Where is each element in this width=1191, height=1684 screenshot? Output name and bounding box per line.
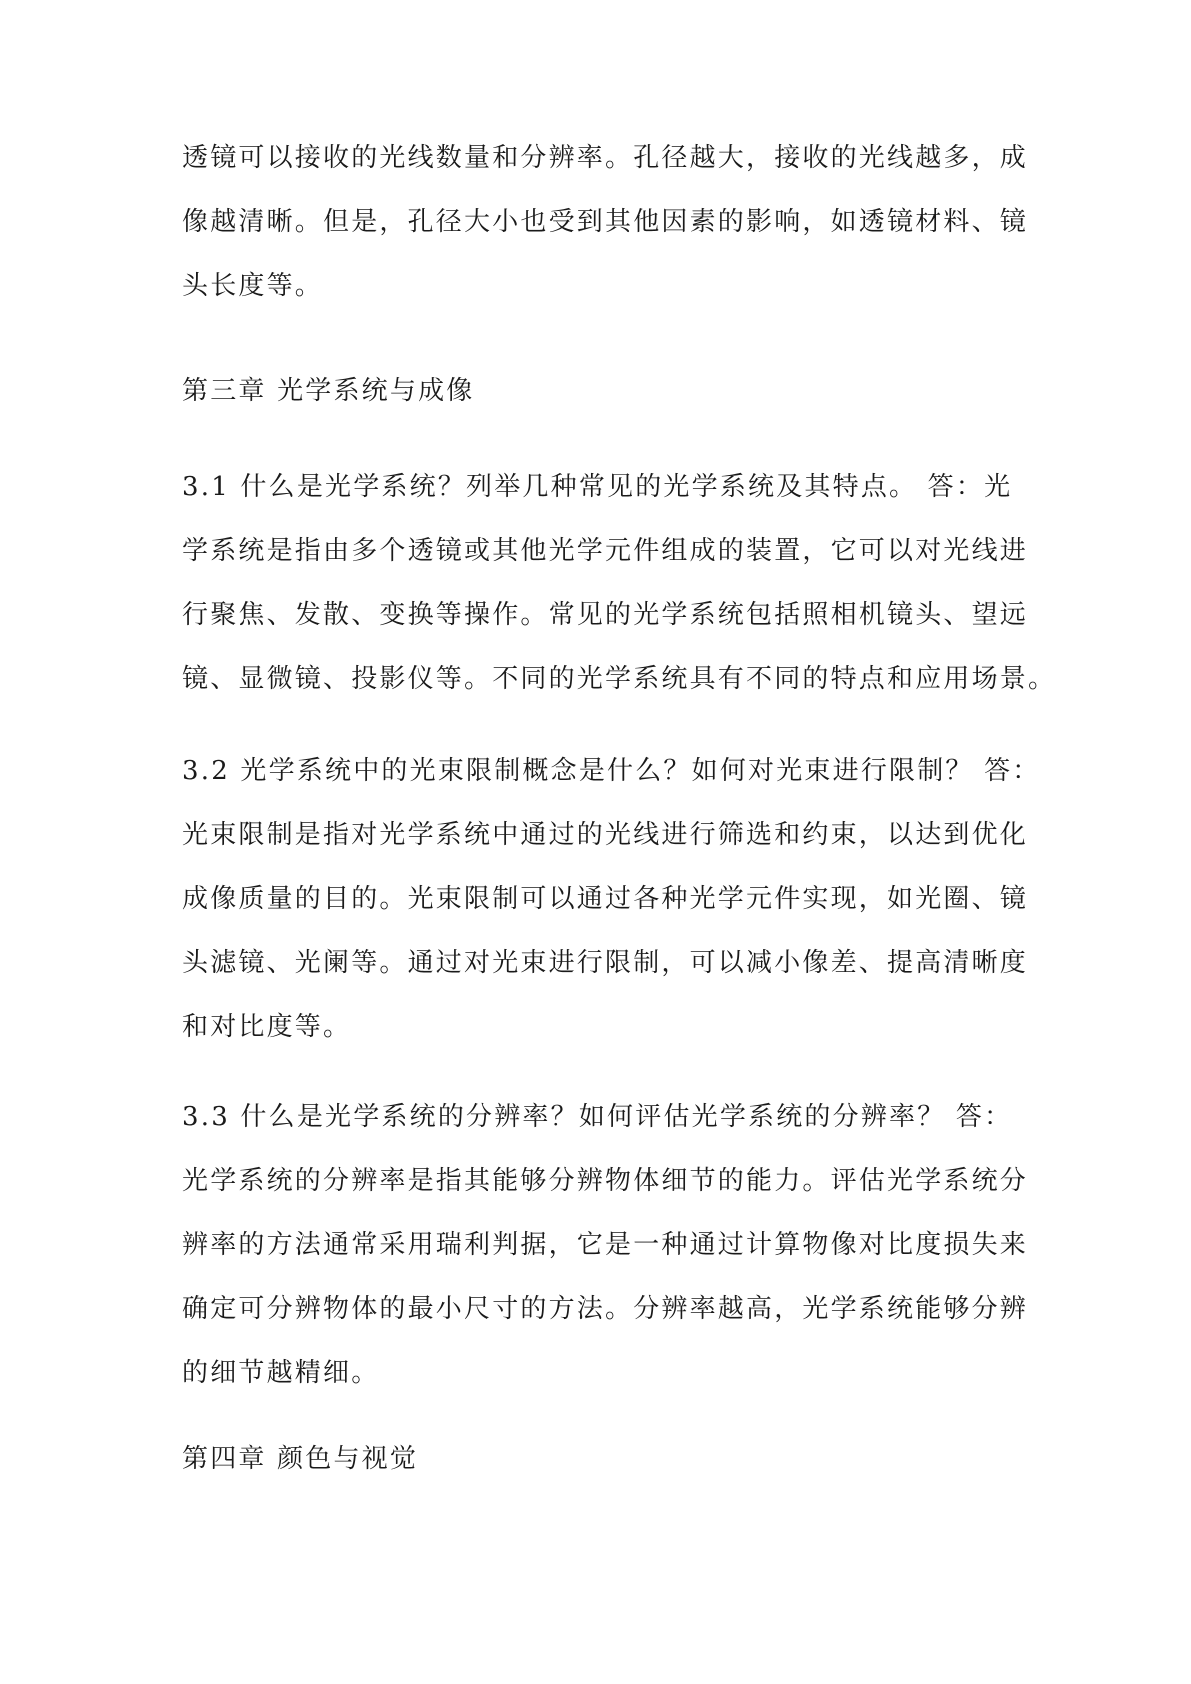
paragraph-line: 成像质量的目的。光束限制可以通过各种光学元件实现，如光圈、镜: [182, 884, 1029, 914]
chapter-3-heading: [182, 359, 1022, 423]
paragraph-line: 和对比度等。: [182, 1012, 352, 1042]
paragraph-line: 光学系统的分辨率是指其能够分辨物体细节的能力。评估光学系统分: [182, 1166, 1029, 1196]
paragraph-line: 的细节越精细。: [182, 1358, 380, 1388]
paragraph-line: 学系统是指由多个透镜或其他光学元件组成的装置，它可以对光线进: [182, 536, 1029, 566]
paragraph-line: 镜、显微镜、投影仪等。不同的光学系统具有不同的特点和应用场景。: [182, 664, 1057, 694]
chapter-title: 第三章 光学系统与成像: [182, 376, 475, 406]
paragraph-line: 辨率的方法通常采用瑞利判据，它是一种通过计算物像对比度损失来: [182, 1230, 1029, 1260]
question-3-1: [182, 455, 1057, 711]
paragraph-line: 3.2 光学系统中的光束限制概念是什么？如何对光束进行限制？ 答：: [182, 756, 1041, 786]
chapter-title: 第四章 颜色与视觉: [182, 1444, 419, 1474]
intro-paragraph: [182, 126, 1029, 318]
paragraph-line: 头滤镜、光阑等。通过对光束进行限制，可以减小像差、提高清晰度: [182, 948, 1029, 978]
paragraph-line: 行聚焦、发散、变换等操作。常见的光学系统包括照相机镜头、望远: [182, 600, 1029, 630]
paragraph-line: 3.1 什么是光学系统？列举几种常见的光学系统及其特点。 答：光: [182, 472, 1013, 502]
paragraph-line: 头长度等。: [182, 271, 324, 301]
paragraph-line: 像越清晰。但是，孔径大小也受到其他因素的影响，如透镜材料、镜: [182, 207, 1029, 237]
question-3-2: [182, 739, 1041, 1059]
chapter-4-heading: [182, 1427, 1022, 1491]
paragraph-line: 透镜可以接收的光线数量和分辨率。孔径越大，接收的光线越多，成: [182, 143, 1029, 173]
paragraph-line: 3.3 什么是光学系统的分辨率？如何评估光学系统的分辨率？ 答：: [182, 1102, 1013, 1132]
paragraph-line: 确定可分辨物体的最小尺寸的方法。分辨率越高，光学系统能够分辨: [182, 1294, 1029, 1324]
paragraph-line: 光束限制是指对光学系统中通过的光线进行筛选和约束，以达到优化: [182, 820, 1029, 850]
question-3-3: [182, 1085, 1029, 1405]
